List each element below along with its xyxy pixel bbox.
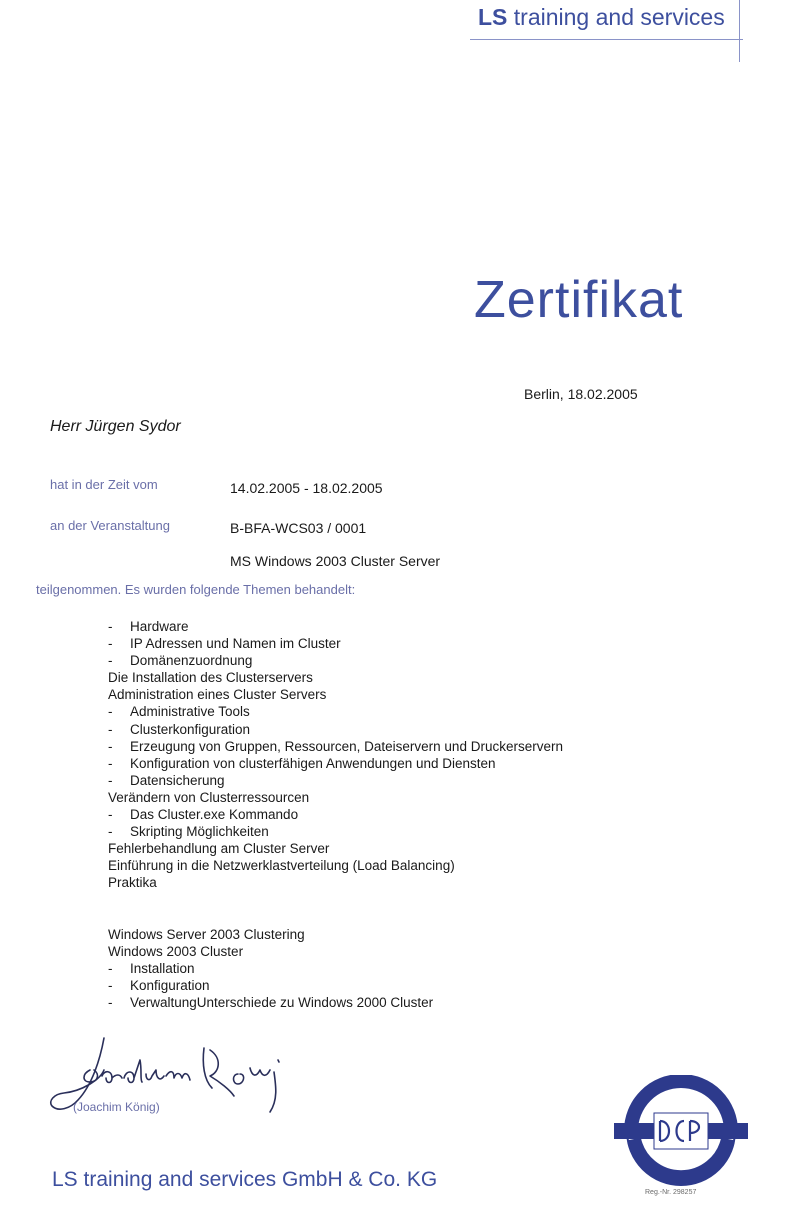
bullet-dash: - (108, 721, 113, 737)
topic-heading (108, 686, 563, 703)
bullet-dash: - (108, 807, 113, 823)
registration-number: Reg.-Nr. 298257 (645, 1189, 697, 1196)
topic-heading (108, 840, 563, 857)
iso-seal (612, 1075, 750, 1187)
topic-text: Fehlerbehandlung am Cluster Server (108, 841, 330, 857)
topic-text: Hardware (130, 619, 189, 634)
period-label: hat in der Zeit vom (50, 477, 158, 492)
topic-subitem (108, 652, 563, 669)
topic-text: Das Cluster.exe Kommando (130, 807, 299, 823)
event-code: B-BFA-WCS03 / 0001 (230, 520, 367, 536)
topic-subitem (108, 960, 563, 977)
bullet-dash: - (108, 977, 113, 993)
topic-heading (108, 943, 563, 960)
topic-text: Verändern von Clusterressourcen (108, 789, 310, 805)
topic-subitem (108, 823, 563, 840)
topic-text: Administrative Tools (130, 704, 250, 720)
topic-subitem (108, 806, 563, 823)
topic-heading (108, 857, 563, 874)
bullet-dash: - (108, 772, 113, 788)
topic-text: Datensicherung (130, 772, 225, 788)
event-label: an der Veranstaltung (50, 518, 170, 533)
topic-text: Clusterkonfiguration (130, 721, 251, 737)
bullet-dash: - (108, 738, 113, 754)
logo-tick (739, 0, 740, 62)
topic-subitem (108, 977, 563, 994)
bullet-dash: - (108, 636, 113, 652)
topic-subitem (108, 738, 563, 755)
signer-name: (Joachim König) (73, 1100, 160, 1114)
topic-heading (108, 926, 563, 943)
topic-text: Installation (130, 960, 195, 976)
logo-rule (470, 39, 743, 40)
topic-heading (108, 874, 563, 891)
topic-subitem (108, 635, 563, 652)
topics-list (108, 618, 563, 1011)
company-name: LS training and services GmbH & Co. KG (52, 1168, 438, 1191)
course-name: MS Windows 2003 Cluster Server (230, 553, 441, 569)
topic-text: Konfiguration (130, 977, 210, 993)
topic-text: Konfiguration von clusterfähigen Anwendungen und Diensten (130, 755, 496, 771)
bullet-dash: - (108, 994, 113, 1010)
bullet-dash: - (108, 653, 113, 669)
topic-subitem (108, 703, 563, 720)
topic-subitem (108, 755, 563, 772)
topic-text: Skripting Möglichkeiten (130, 824, 269, 840)
topic-text: Administration eines Cluster Servers (108, 687, 327, 703)
recipient-name: Herr Jürgen Sydor (50, 418, 181, 435)
issue-date: Berlin, 18.02.2005 (524, 386, 638, 402)
logo-text: training and services (513, 4, 725, 30)
topic-text: Erzeugung von Gruppen, Ressourcen, Dateiservern und Druckerservern (130, 738, 563, 754)
topic-subitem (108, 618, 563, 635)
topic-subitem (108, 994, 563, 1011)
topic-heading (108, 789, 563, 806)
bullet-dash: - (108, 824, 113, 840)
topic-text: Domänenzuordnung (130, 653, 253, 669)
topic-text: Windows 2003 Cluster (108, 943, 244, 959)
period-value: 14.02.2005 - 18.02.2005 (230, 480, 383, 496)
topic-text: VerwaltungUnterschiede zu Windows 2000 Cluster (130, 994, 434, 1010)
topic-text: Windows Server 2003 Clustering (108, 926, 305, 942)
topic-text: Einführung in die Netzwerklastverteilung (Load Balancing) (108, 858, 455, 874)
topic-heading (108, 669, 563, 686)
bullet-dash: - (108, 960, 113, 976)
topic-spacer (108, 892, 563, 926)
topic-text: IP Adressen und Namen im Cluster (130, 636, 341, 652)
topic-text: Die Installation des Clusterservers (108, 670, 313, 686)
topics-intro: teilgenommen. Es wurden folgende Themen behandelt: (36, 582, 356, 597)
topic-subitem (108, 772, 563, 789)
bullet-dash: - (108, 704, 113, 720)
company-logo (478, 4, 725, 31)
topic-text: Praktika (108, 875, 157, 891)
logo-ls: LS (478, 4, 508, 30)
bullet-dash: - (108, 619, 113, 634)
bullet-dash: - (108, 755, 113, 771)
topic-subitem (108, 721, 563, 738)
certificate-title: Zertifikat (474, 271, 684, 329)
